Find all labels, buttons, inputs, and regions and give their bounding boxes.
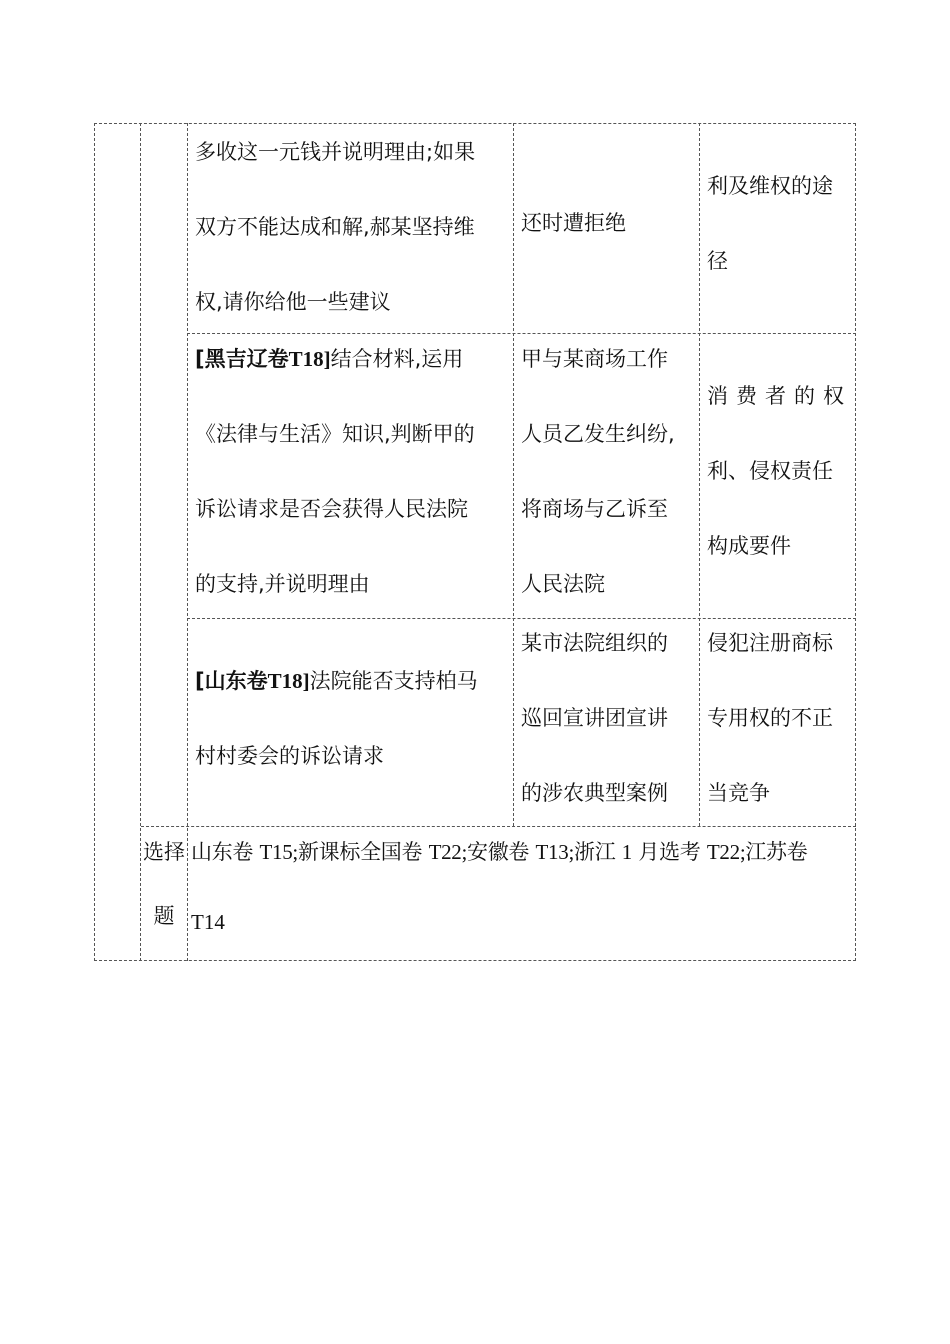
row2-source-code: T18] [288,347,331,371]
row2-material-line: 将商场与乙诉至 [521,497,668,521]
row3-question-cell [195,644,478,794]
choice-segment: T13; [535,840,574,864]
row1-question-line: 权,请你给他一些建议 [195,290,391,314]
row1-question-cell [195,115,475,340]
choice-content-cell [191,820,807,954]
choice-segment: 月选考 [638,840,701,864]
row3-knowledge-line: 专用权的不正 [707,706,833,730]
row3-question-line: 村村委会的诉讼请求 [195,744,384,768]
row2-source-tag: [黑吉辽卷 [195,347,289,371]
row3-material-line: 巡回宣讲团宣讲 [521,706,668,730]
choice-segment: 安徽卷 [467,840,530,864]
row1-question-line: 多收这一元钱并说明理由;如果 [195,140,476,164]
choice-segment: 1 [621,840,632,864]
row2-knowledge-cell [707,359,852,584]
choice-segment: 山东卷 [191,840,254,864]
row1-knowledge-cell [707,149,833,299]
row2-question-line: 结合材料,运用 [330,347,464,371]
choice-line-2: T14 [191,910,225,934]
table-border-right [855,123,856,961]
row2-knowledge-line: 构成要件 [707,534,791,558]
row2-question-line: 《法律与生活》知识,判断甲的 [195,422,475,446]
choice-label-cell [141,820,187,948]
row1-question-line: 双方不能达成和解,郝某坚持维 [195,215,475,239]
row1-knowledge-line: 利及维权的途 [707,174,833,198]
choice-segment: T22; [706,840,746,864]
row3-source-tag: [山东卷 [195,669,268,693]
choice-label-line: 题 [153,904,175,928]
column-divider [513,123,514,826]
row3-question-line: 法院能否支持柏马 [309,669,478,693]
choice-segment: 江苏卷 [745,840,808,864]
table-border-bottom [94,960,856,961]
row2-question-cell [195,322,475,622]
row2-knowledge-line: 消费者的权 [707,384,852,408]
choice-label-line: 选择 [143,840,185,864]
column-divider [187,123,188,961]
row2-question-line: 诉讼请求是否会获得人民法院 [195,497,468,521]
row1-knowledge-line: 径 [707,249,728,273]
choice-segment: T15; [259,840,298,864]
row3-source-code: T18] [267,669,310,693]
row3-knowledge-line: 当竞争 [707,781,770,805]
column-divider [699,123,700,826]
row2-material-line: 人员乙发生纠纷, [521,422,675,446]
row2-knowledge-line: 利、侵权责任 [707,459,833,483]
choice-segment: 新课标全国卷 [297,840,423,864]
row2-material-line: 甲与某商场工作 [521,347,668,371]
table-border-left [94,123,95,961]
choice-segment: T22; [428,840,468,864]
exam-table [94,123,856,961]
row1-material-cell [521,186,626,261]
row2-material-line: 人民法院 [521,572,605,596]
choice-segment: 浙江 [574,840,616,864]
row3-knowledge-cell [707,606,833,831]
row3-material-line: 的涉农典型案例 [521,781,668,805]
row2-question-line: 的支持,并说明理由 [195,572,370,596]
row3-knowledge-line: 侵犯注册商标 [707,631,833,655]
row3-material-line: 某市法院组织的 [521,631,668,655]
row3-material-cell [521,606,668,831]
row1-material-line: 还时遭拒绝 [521,211,626,235]
row2-material-cell [521,322,675,622]
